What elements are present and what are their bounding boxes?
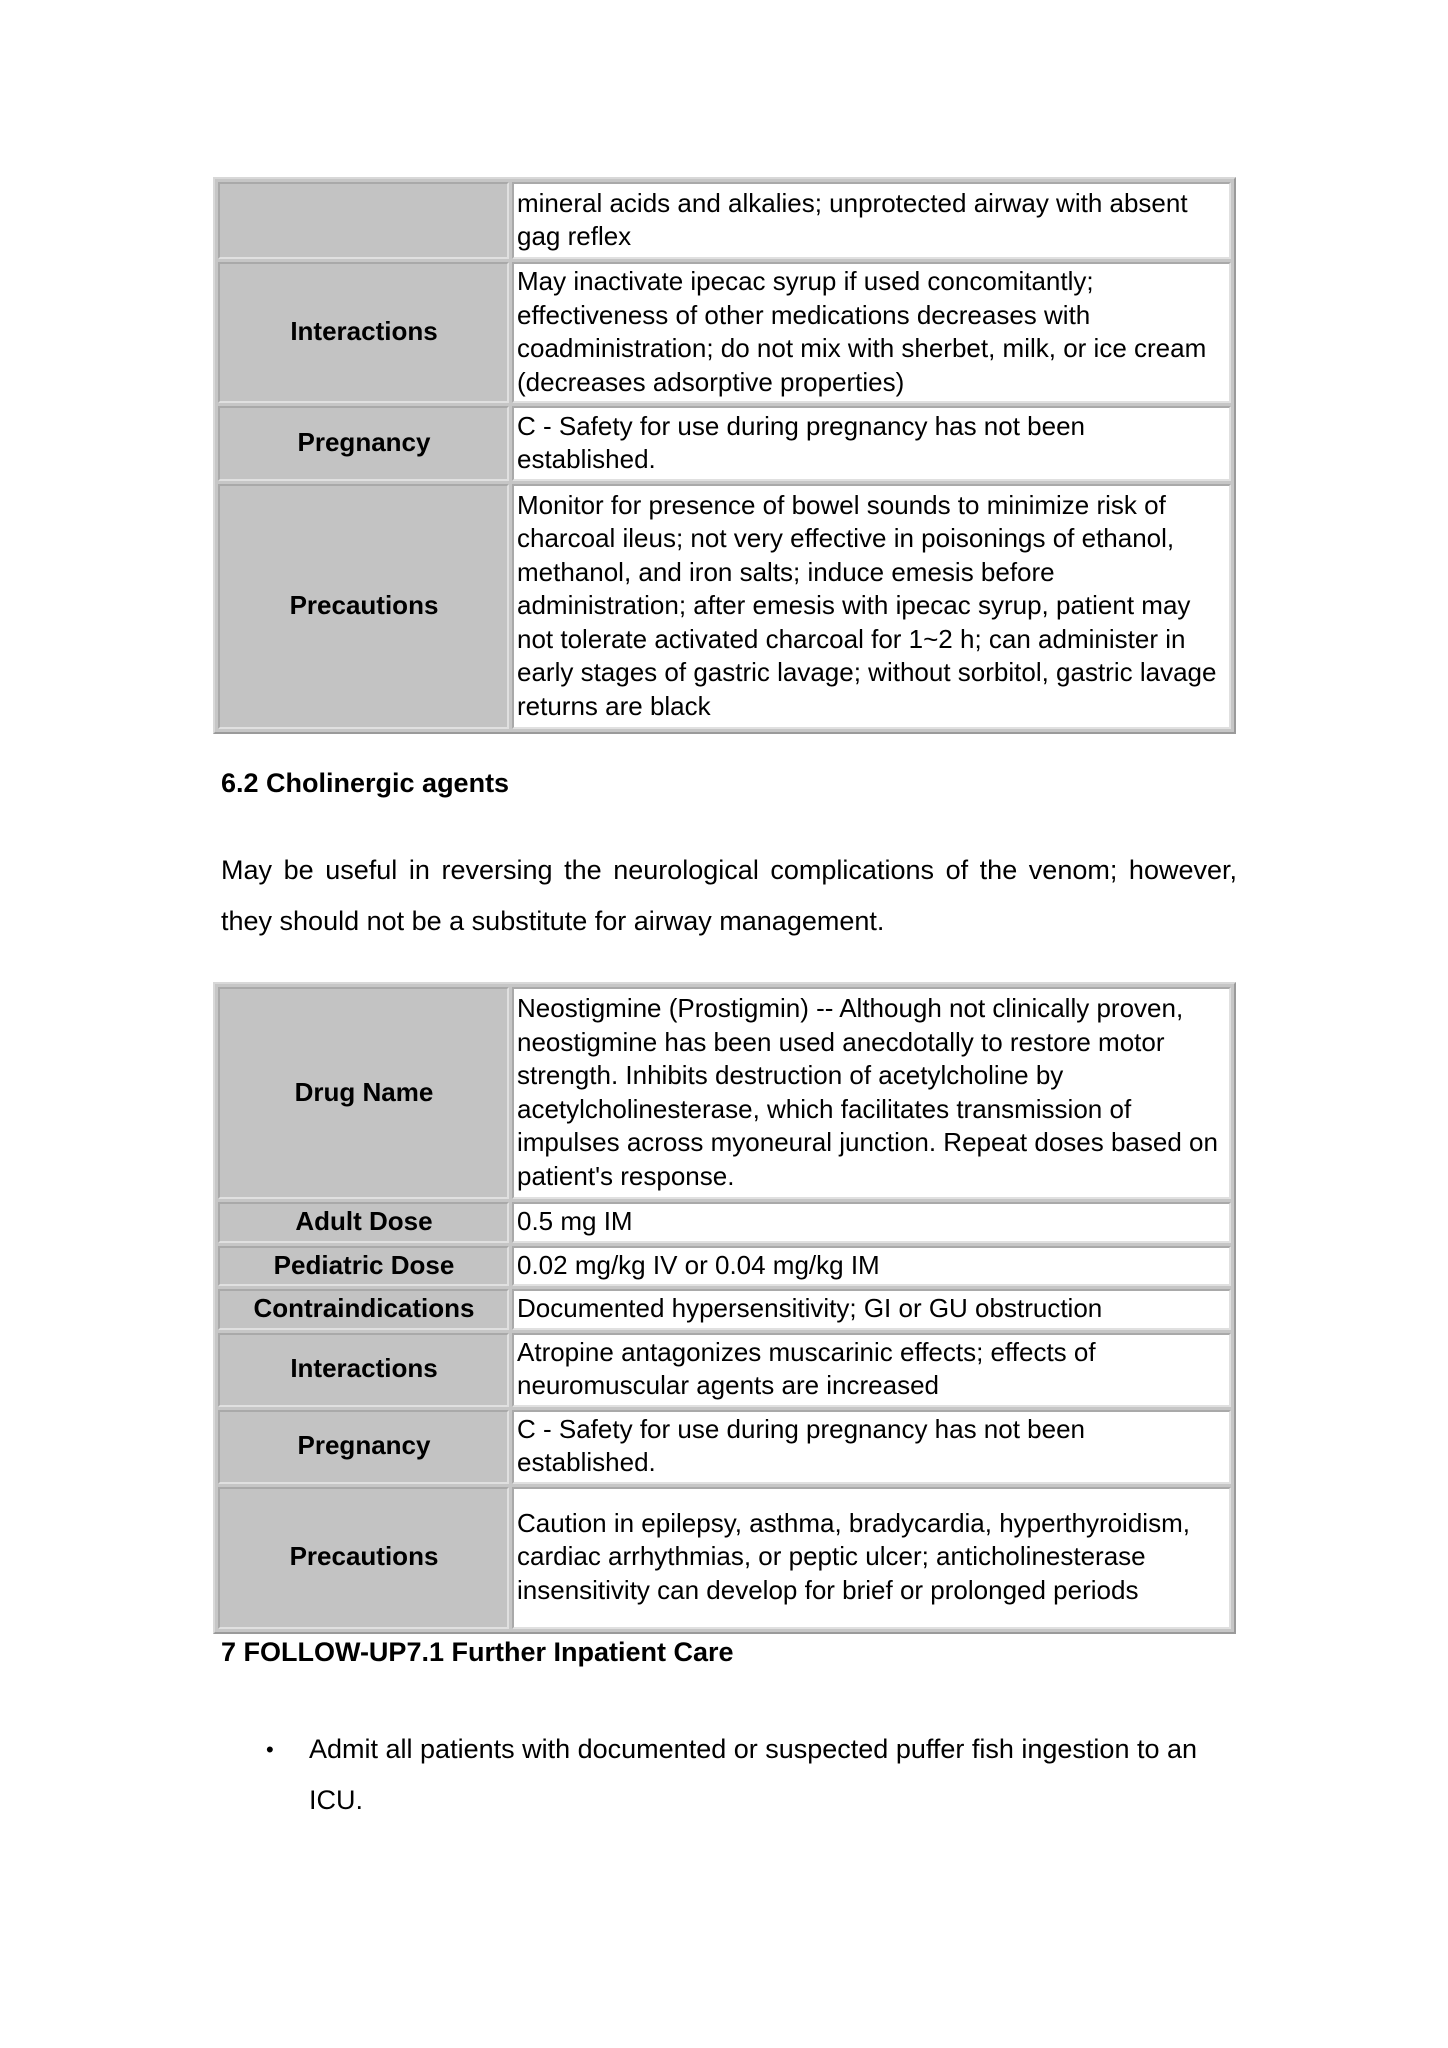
row-label-pregnancy: Pregnancy <box>218 406 509 481</box>
table-row <box>218 262 1231 403</box>
row-label-precautions: Precautions <box>218 484 509 729</box>
row-label-pregnancy: Pregnancy <box>218 1410 509 1484</box>
table-row <box>218 1246 1231 1287</box>
row-value-interactions: May inactivate ipecac syrup if used concomitantly; effectiveness of other medications decreases with coadministration; do not mix with sherbet, milk, or ice cream (decreases adsorptive properties) <box>512 262 1231 403</box>
table-row <box>218 1202 1231 1243</box>
row-label-interactions: Interactions <box>218 262 509 403</box>
row-value-drug-name: Neostigmine (Prostigmin) -- Although not clinically proven, neostigmine has been used anecdotally to restore motor strength. Inhibits destruction of acetylcholine by acetylcholinesterase, which facilitates transmission of impulses across myoneural junction. Repeat doses based on patient's response. <box>512 987 1231 1199</box>
row-label-pediatric-dose: Pediatric Dose <box>218 1246 509 1287</box>
list-item-text: Admit all patients with documented or suspected puffer fish ingestion to an ICU. <box>309 1734 1198 1815</box>
row-value-precautions: Monitor for presence of bowel sounds to minimize risk of charcoal ileus; not very effective in poisonings of ethanol, methanol, and iron salts; induce emesis before administration; after emesis with ipecac syrup, patient may not tolerate activated charcoal for 1~2 h; can administer in early stages of gastric lavage; without sorbitol, gastric lavage returns are black <box>512 484 1231 729</box>
row-value-pediatric-dose: 0.02 mg/kg IV or 0.04 mg/kg IM <box>512 1246 1231 1287</box>
row-value-pregnancy: C - Safety for use during pregnancy has not been established. <box>512 1410 1231 1484</box>
row-value: mineral acids and alkalies; unprotected airway with absent gag reflex <box>512 182 1231 259</box>
row-label-contraindications: Contraindications <box>218 1289 509 1330</box>
table-row <box>218 1410 1231 1484</box>
row-label-interactions: Interactions <box>218 1333 509 1407</box>
row-value-contraindications: Documented hypersensitivity; GI or GU obstruction <box>512 1289 1231 1330</box>
table-row <box>218 1289 1231 1330</box>
row-label <box>218 182 509 259</box>
table-row <box>218 987 1231 1199</box>
bullet-icon: • <box>266 1737 274 1762</box>
row-value-interactions: Atropine antagonizes muscarinic effects; effects of neuromuscular agents are increased <box>512 1333 1231 1407</box>
table-row <box>218 182 1231 259</box>
charcoal-drug-table-continued <box>213 177 1236 734</box>
table-row <box>218 406 1231 481</box>
table-row <box>218 1487 1231 1629</box>
row-value-precautions: Caution in epilepsy, asthma, bradycardia, hyperthyroidism, cardiac arrhythmias, or peptic ulcer; anticholinesterase insensitivity can develop for brief or prolonged periods <box>512 1487 1231 1629</box>
section-paragraph: May be useful in reversing the neurological complications of the venom; however, they should not be a substitute for airway management. <box>221 855 1237 936</box>
table-row <box>218 1333 1231 1407</box>
neostigmine-drug-table <box>213 982 1236 1634</box>
table-row <box>218 484 1231 729</box>
row-label-drug-name: Drug Name <box>218 987 509 1199</box>
section-heading-follow-up: 7 FOLLOW-UP7.1 Further Inpatient Care <box>221 1637 734 1667</box>
row-label-precautions: Precautions <box>218 1487 509 1629</box>
row-label-adult-dose: Adult Dose <box>218 1202 509 1243</box>
list-item <box>221 1724 1237 1826</box>
follow-up-bullet-list <box>221 1724 1237 1826</box>
row-value-pregnancy: C - Safety for use during pregnancy has not been established. <box>512 406 1231 481</box>
section-heading-cholinergic-agents: 6.2 Cholinergic agents <box>221 768 510 798</box>
row-value-adult-dose: 0.5 mg IM <box>512 1202 1231 1243</box>
